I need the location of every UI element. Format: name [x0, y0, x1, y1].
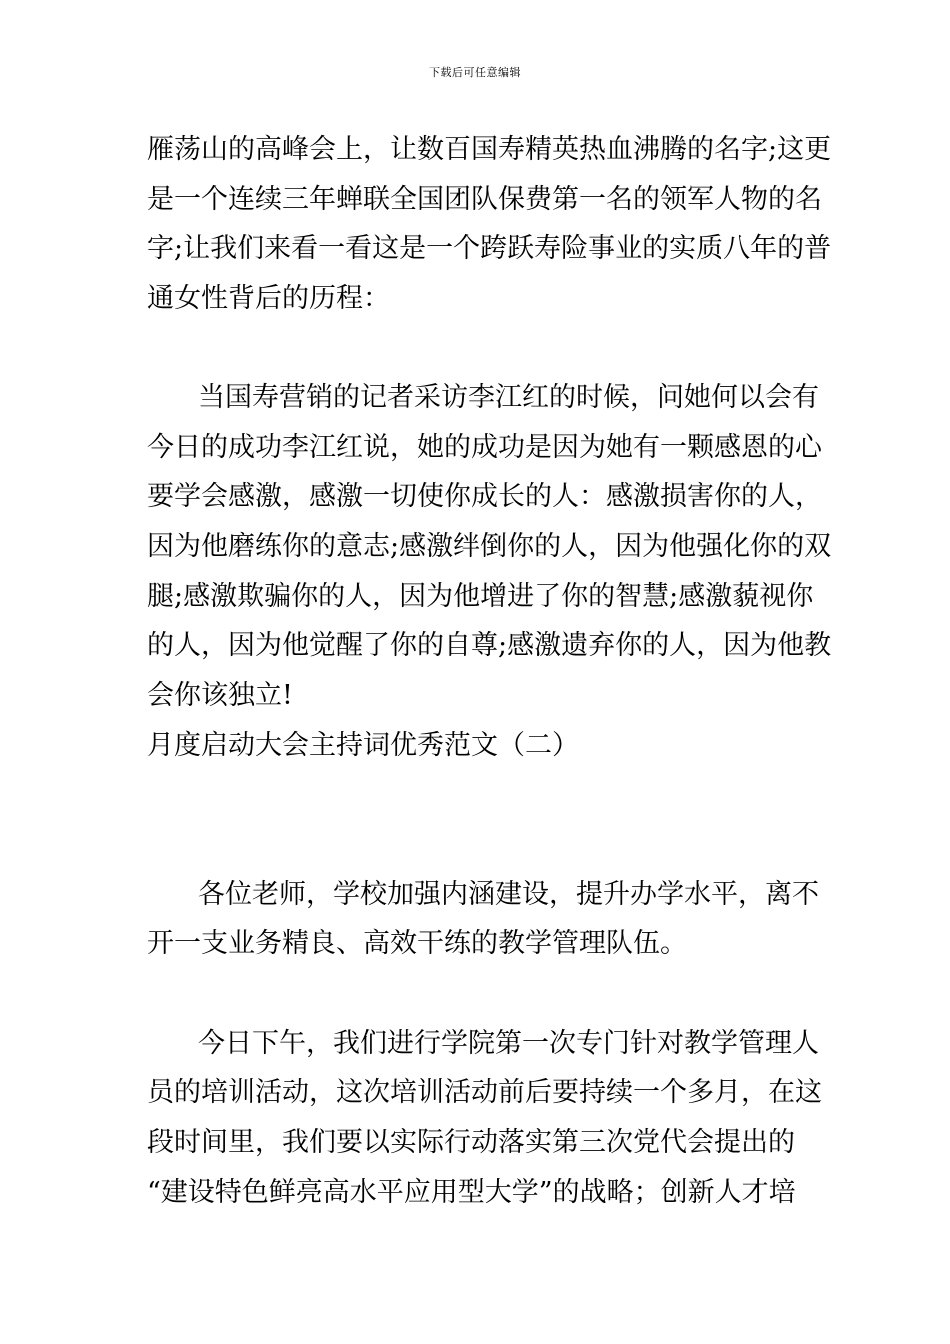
text-line: 的人，因为他觉醒了你的自尊;感激遗弃你的人，因为他教	[147, 630, 832, 661]
paragraph-first-line: 今日下午，我们进行学院第一次专门针对教学管理人	[198, 1028, 819, 1059]
paragraph-first-line: 各位老师，学校加强内涵建设，提升办学水平，离不	[198, 879, 819, 910]
text-line: 要学会感激，感激一切使你成长的人：感激损害你的人，	[147, 481, 822, 512]
text-line: 字;让我们来看一看这是一个跨跃寿险事业的实质八年的普	[147, 233, 832, 264]
text-line: 今日的成功李江红说，她的成功是因为她有一颗感恩的心	[147, 432, 822, 463]
text-line: 雁荡山的高峰会上，让数百国寿精英热血沸腾的名字;这更	[147, 134, 832, 165]
page-header: 下载后可任意编辑	[429, 66, 521, 79]
text-line: 通女性背后的历程：	[147, 283, 390, 314]
text-line: 会你该独立!	[147, 680, 293, 711]
text-line: 因为他磨练你的意志;感激绊倒你的人，因为他强化你的双	[147, 531, 832, 562]
text-line: 腿;感激欺骗你的人，因为他增进了你的智慧;感激藐视你	[147, 581, 814, 612]
text-line: 是一个连续三年蝉联全国团队保费第一名的领军人物的名	[147, 184, 822, 215]
paragraph-first-line: 当国寿营销的记者采访李江红的时候，问她何以会有	[198, 382, 819, 413]
text-line: “建设特色鲜亮高水平应用型大学”的战略；创新人才培	[147, 1177, 796, 1208]
text-line: 员的培训活动，这次培训活动前后要持续一个多月，在这	[147, 1077, 822, 1108]
section-title: 月度启动大会主持词优秀范文（二）	[147, 730, 579, 761]
text-line: 段时间里，我们要以实际行动落实第三次党代会提出的	[147, 1127, 795, 1158]
text-line: 开一支业务精良、高效干练的教学管理队伍。	[147, 928, 687, 959]
